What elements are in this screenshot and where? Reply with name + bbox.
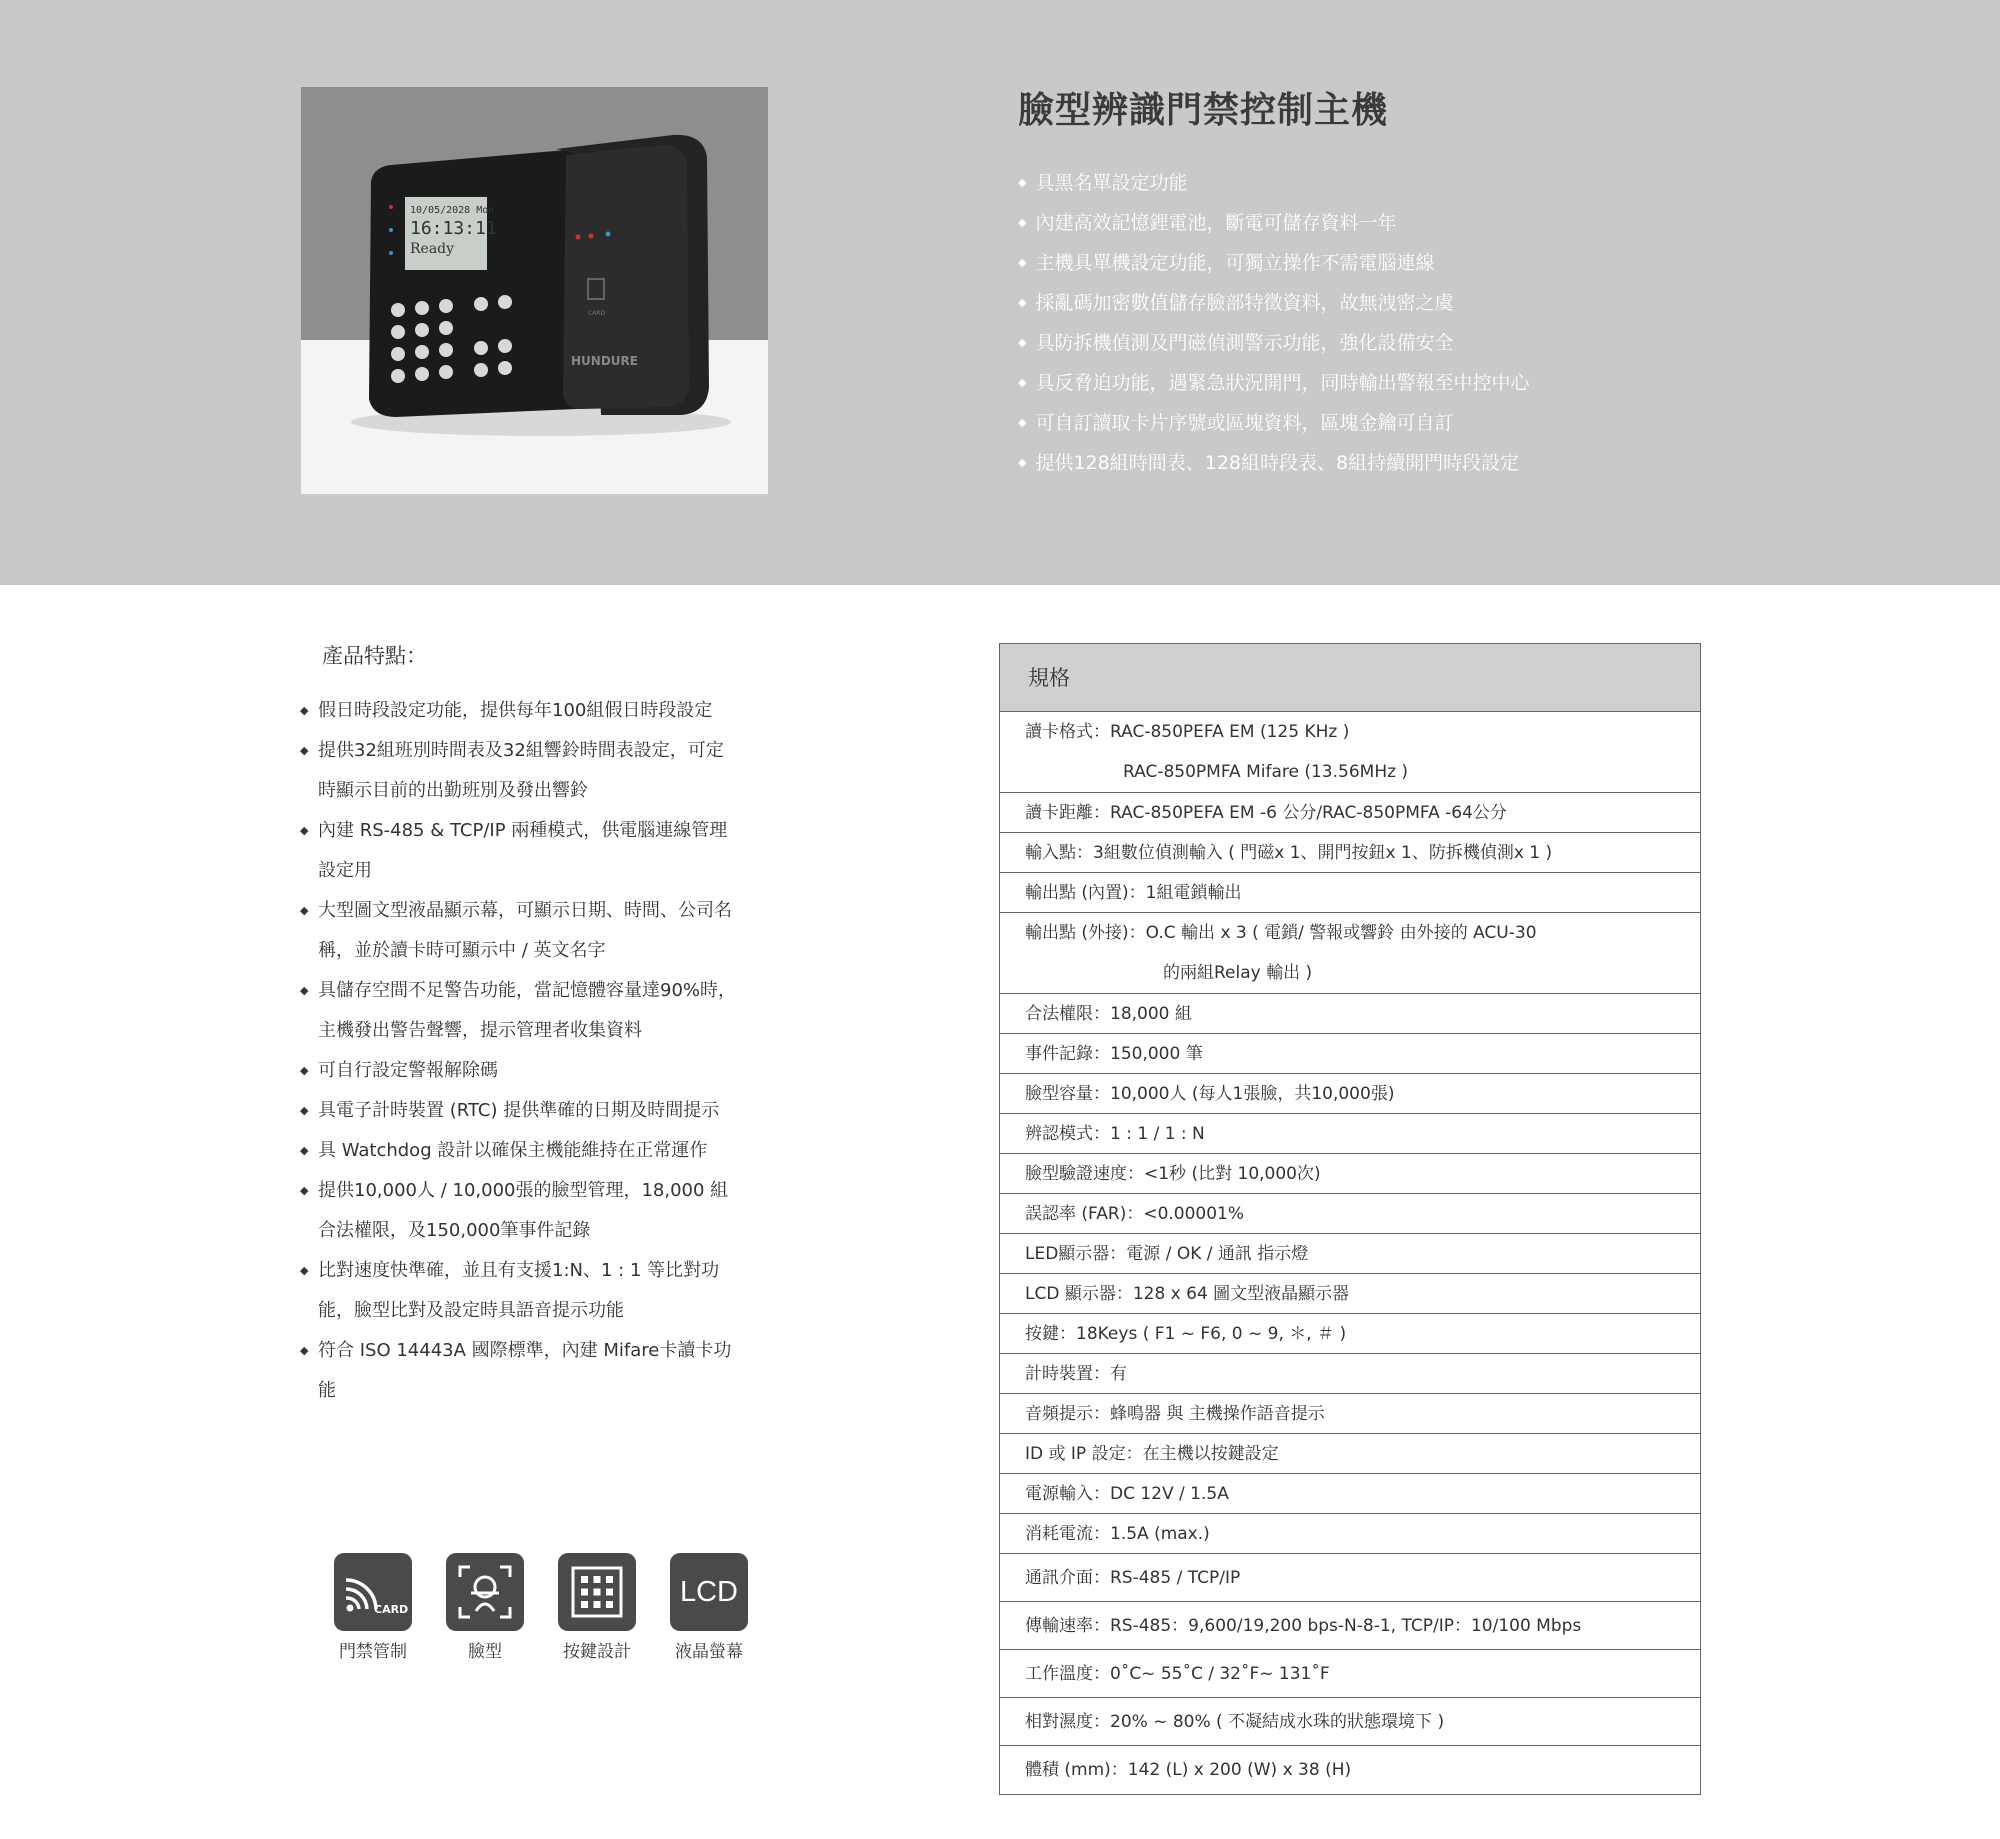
spec-row xyxy=(1000,1554,1700,1602)
icon-item-face xyxy=(445,1553,525,1662)
feature-item: ◆ 提供32組班別時間表及32組響鈴時間表設定，可定時顯示目前的出勤班別及發出響鈴 xyxy=(300,731,740,811)
feature-item: ◆ 具儲存空間不足警告功能，當記憶體容量達90%時，主機發出警告聲響，提示管理者收集資料 xyxy=(300,971,740,1051)
spec-row xyxy=(1000,1650,1700,1698)
features-list xyxy=(300,691,740,1411)
feature-item: ◆ 比對速度快準確，並且有支援1:N、1 : 1 等比對功能，臉型比對及設定時具語音提示功能 xyxy=(300,1251,740,1331)
spec-row-text: 讀卡距離：RAC-850PEFA EM -6 公分/RAC-850PMFA -64公分 xyxy=(1025,802,1507,823)
feature-icon-row xyxy=(333,1553,781,1662)
brand-logo: HUNDURE xyxy=(571,354,638,368)
spec-row-text: 讀卡格式：RAC-850PEFA EM (125 KHz ) xyxy=(1025,722,1350,742)
spec-row-text: 辨認模式：1 : 1 / 1 : N xyxy=(1025,1123,1205,1144)
spec-row xyxy=(1000,1154,1700,1194)
icon-label-lcd: 液晶螢幕 xyxy=(675,1642,743,1662)
spec-row xyxy=(1000,873,1700,913)
feature-item: ◆ 提供10,000人 / 10,000張的臉型管理，18,000 組合法權限，及150,000筆事件記錄 xyxy=(300,1171,740,1251)
spec-row-text: 音頻提示：蜂鳴器 與 主機操作語音提示 xyxy=(1025,1403,1325,1424)
spec-row xyxy=(1000,1194,1700,1234)
spec-row xyxy=(1000,1514,1700,1554)
spec-row xyxy=(1000,1746,1700,1794)
spec-row-text: 按鍵：18Keys ( F1 ~ F6, 0 ~ 9, ＊, ＃ ) xyxy=(1025,1323,1347,1344)
spec-table xyxy=(999,643,1701,1795)
spec-row-text: 輸出點 (外接)：O.C 輸出 x 3 ( 電鎖/ 警報或響鈴 由外接的 ACU-30 xyxy=(1025,923,1537,943)
hero-feature-item: ◆ 可自訂讀取卡片序號或區塊資料，區塊金鑰可自訂 xyxy=(1018,403,1529,443)
spec-row-continuation: RAC-850PMFA Mifare (13.56MHz ) xyxy=(1123,762,1409,782)
icon-item-lcd xyxy=(669,1553,749,1662)
spec-rows xyxy=(1000,712,1700,1794)
spec-row-text: 計時裝置：有 xyxy=(1025,1363,1127,1384)
hero-feature-item: ◆ 具反脅迫功能，遇緊急狀況開門，同時輸出警報至中控中心 xyxy=(1018,363,1529,403)
spec-row xyxy=(1000,833,1700,873)
hero-banner xyxy=(0,0,2000,585)
spec-row xyxy=(1000,1074,1700,1114)
device-illustration xyxy=(301,87,768,494)
feature-item: ◆ 內建 RS-485 & TCP/IP 兩種模式，供電腦連線管理設定用 xyxy=(300,811,740,891)
hero-feature-item: ◆ 主機具單機設定功能，可獨立操作不需電腦連線 xyxy=(1018,243,1529,283)
hero-feature-list xyxy=(1018,163,1529,483)
spec-row-text: 傳輸速率：RS-485：9,600/19,200 bps-N-8-1, TCP/IP：10/100 Mbps xyxy=(1025,1615,1582,1636)
spec-row-text: LED顯示器：電源 / OK / 通訊 指示燈 xyxy=(1025,1243,1309,1264)
spec-row-text: 臉型驗證速度：<1秒 (比對 10,000次) xyxy=(1025,1163,1321,1184)
spec-row-text: 消耗電流：1.5A (max.) xyxy=(1025,1523,1210,1544)
lcd-icon-text: LCD xyxy=(679,1575,738,1608)
icon-item-keypad xyxy=(557,1553,637,1662)
spec-row xyxy=(1000,712,1700,793)
keypad-icon xyxy=(558,1553,636,1631)
hero-feature-item: ◆ 採亂碼加密數值儲存臉部特徵資料，故無洩密之虞 xyxy=(1018,283,1529,323)
feature-item: ◆ 大型圖文型液晶顯示幕，可顯示日期、時間、公司名稱，並於讀卡時可顯示中 / 英文名字 xyxy=(300,891,740,971)
spec-row-text: 工作溫度：0˚C~ 55˚C / 32˚F~ 131˚F xyxy=(1025,1663,1330,1684)
icon-item-access-control xyxy=(333,1553,413,1662)
face-scan-icon xyxy=(446,1553,524,1631)
card-reader-icon xyxy=(334,1553,412,1631)
spec-row-text: 輸出點 (內置)：1組電鎖輸出 xyxy=(1025,882,1242,903)
feature-item: ◆ 具電子計時裝置 (RTC) 提供準確的日期及時間提示 xyxy=(300,1091,740,1131)
feature-item: ◆ 可自行設定警報解除碼 xyxy=(300,1051,740,1091)
spec-row xyxy=(1000,1602,1700,1650)
spec-row xyxy=(1000,1434,1700,1474)
spec-row-text: 臉型容量：10,000人 (每人1張臉，共10,000張) xyxy=(1025,1083,1395,1104)
hero-feature-item: ◆ 內建高效記憶鋰電池，斷電可儲存資料一年 xyxy=(1018,203,1529,243)
features-heading: 產品特點： xyxy=(322,644,427,668)
spec-row-text: 合法權限：18,000 組 xyxy=(1025,1003,1192,1024)
spec-row xyxy=(1000,1034,1700,1074)
page-title: 臉型辨識門禁控制主機 xyxy=(1018,90,1389,131)
feature-item: ◆ 假日時段設定功能，提供每年100組假日時段設定 xyxy=(300,691,740,731)
reader-label: CARD xyxy=(588,310,606,317)
feature-item: ◆ 符合 ISO 14443A 國際標準，內建 Mifare卡讀卡功能 xyxy=(300,1331,740,1411)
spec-row xyxy=(1000,1354,1700,1394)
spec-row xyxy=(1000,1274,1700,1314)
spec-row-text: 電源輸入：DC 12V / 1.5A xyxy=(1025,1483,1229,1504)
spec-row xyxy=(1000,1314,1700,1354)
spec-row-text: 通訊介面：RS-485 / TCP/IP xyxy=(1025,1567,1241,1588)
spec-row xyxy=(1000,1474,1700,1514)
spec-row-text: ID 或 IP 設定：在主機以按鍵設定 xyxy=(1025,1443,1279,1464)
spec-row-text: 誤認率 (FAR)：<0.00001% xyxy=(1025,1203,1245,1224)
spec-row xyxy=(1000,1394,1700,1434)
product-image xyxy=(301,87,768,494)
screen-time: 16:13:11 xyxy=(410,218,497,239)
hero-feature-item: ◆ 具黑名單設定功能 xyxy=(1018,163,1529,203)
spec-row-text: LCD 顯示器：128 x 64 圖文型液晶顯示器 xyxy=(1025,1283,1350,1304)
icon-label-keypad: 按鍵設計 xyxy=(563,1642,631,1662)
spec-row xyxy=(1000,1698,1700,1746)
spec-row xyxy=(1000,913,1700,994)
feature-item: ◆ 具 Watchdog 設計以確保主機能維持在正常運作 xyxy=(300,1131,740,1171)
spec-row-text: 相對濕度：20% ~ 80% ( 不凝結成水珠的狀態環境下 ) xyxy=(1025,1711,1445,1732)
hero-feature-item: ◆ 提供128組時間表、128組時段表、8組持續開門時段設定 xyxy=(1018,443,1529,483)
spec-row-text: 體積 (mm)：142 (L) x 200 (W) x 38 (H) xyxy=(1025,1760,1352,1780)
spec-row-text: 輸入點：3組數位偵測輸入 ( 門磁x 1、開門按鈕x 1、防拆機偵測x 1 ) xyxy=(1025,842,1553,863)
card-icon-text: CARD xyxy=(374,1603,408,1616)
spec-table-title: 規格 xyxy=(1000,644,1700,712)
screen-status: Ready xyxy=(410,241,455,257)
spec-row-continuation: 的兩組Relay 輸出 ) xyxy=(1163,963,1313,983)
spec-row xyxy=(1000,1114,1700,1154)
hero-feature-item: ◆ 具防拆機偵測及門磁偵測警示功能，強化設備安全 xyxy=(1018,323,1529,363)
spec-row-text: 事件記錄：150,000 筆 xyxy=(1025,1043,1203,1064)
icon-label-access-control: 門禁管制 xyxy=(339,1642,407,1662)
spec-row xyxy=(1000,994,1700,1034)
icon-label-face: 臉型 xyxy=(468,1642,502,1662)
spec-row xyxy=(1000,1234,1700,1274)
spec-row xyxy=(1000,793,1700,833)
lcd-icon xyxy=(670,1553,748,1631)
screen-date: 10/05/2028 Mon xyxy=(410,205,495,216)
